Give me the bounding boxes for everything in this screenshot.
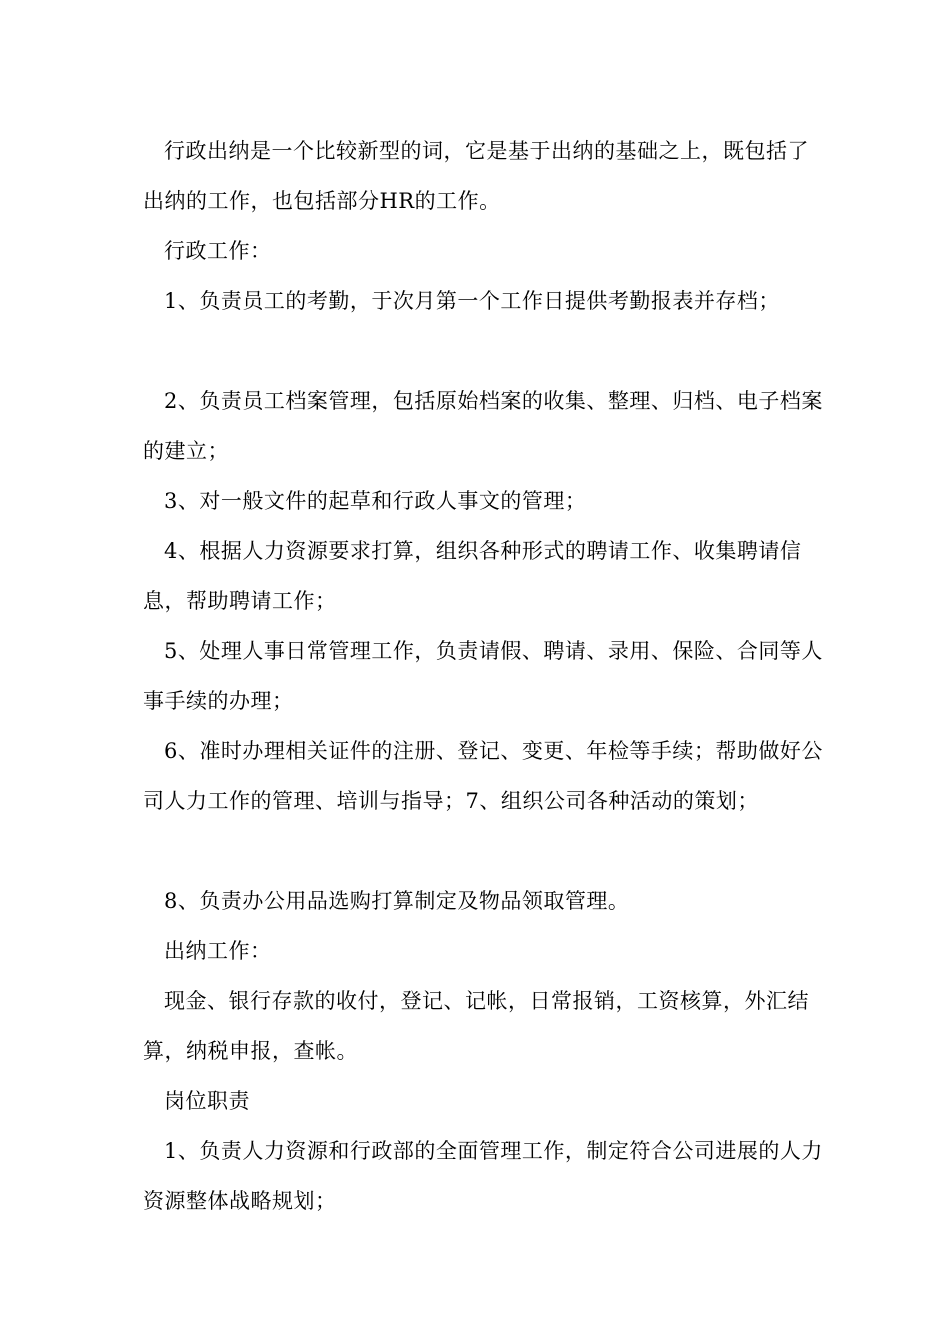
admin-item-1: 1、负责员工的考勤，于次月第一个工作日提供考勤报表并存档；: [164, 289, 780, 313]
section-heading-responsibilities: 岗位职责: [164, 1089, 250, 1113]
paragraph-gap: [143, 326, 823, 376]
document-body: [143, 126, 823, 1226]
admin-item-8: 8、负责办公用品选购打算制定及物品领取管理。: [164, 889, 630, 913]
intro-paragraph: 行政出纳是一个比较新型的词，它是基于出纳的基础之上，既包括了出纳的工作，也包括部分HR的工作。: [143, 139, 809, 213]
paragraph-gap: [143, 826, 823, 876]
admin-item-3: 3、对一般文件的起草和行政人事文的管理；: [164, 489, 587, 513]
admin-item-5: 5、处理人事日常管理工作，负责请假、聘请、录用、保险、合同等人事手续的办理；: [143, 639, 823, 713]
admin-item-2: 2、负责员工档案管理，包括原始档案的收集、整理、归档、电子档案的建立；: [143, 389, 823, 463]
section-heading-admin: 行政工作：: [164, 239, 272, 263]
cashier-duties: 现金、银行存款的收付，登记、记帐，日常报销，工资核算，外汇结算，纳税申报，查帐。: [143, 989, 809, 1063]
responsibility-item-1: 1、负责人力资源和行政部的全面管理工作，制定符合公司进展的人力资源整体战略规划；: [143, 1139, 823, 1213]
admin-item-6-7: 6、准时办理相关证件的注册、登记、变更、年检等手续；帮助做好公司人力工作的管理、培训与指导；7、组织公司各种活动的策划；: [143, 739, 823, 813]
admin-item-4: 4、根据人力资源要求打算，组织各种形式的聘请工作、收集聘请信息，帮助聘请工作；: [143, 539, 802, 613]
section-heading-cashier: 出纳工作：: [164, 939, 272, 963]
